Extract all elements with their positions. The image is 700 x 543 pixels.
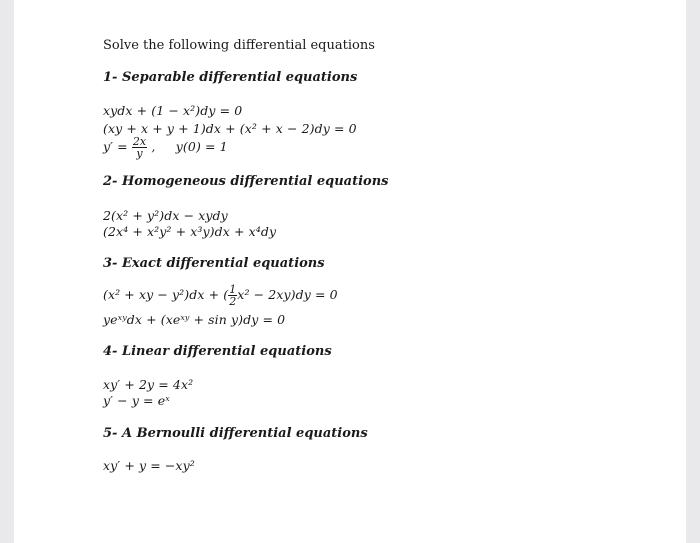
section-heading-bernoulli: 5- A Bernoulli differential equations xyxy=(103,426,368,441)
equation-linear-1: xy′ + 2y = 4x² xyxy=(103,377,194,392)
equation-separable-ivp xyxy=(103,136,228,159)
equation-exact-2: yeˣʸdx + (xeˣʸ + sin y)dy = 0 xyxy=(103,312,286,327)
section-heading-homogeneous: 2- Homogeneous differential equations xyxy=(103,174,389,189)
exact-eq-part-before: (x² + xy − y²)dx + ( xyxy=(103,287,229,302)
equation-homogeneous-2: (2x⁴ + x²y² + x³y)dx + x⁴dy xyxy=(103,224,277,239)
document-page xyxy=(14,0,686,543)
intro-text: Solve the following differential equations xyxy=(103,38,375,53)
equation-linear-2: y′ − y = eˣ xyxy=(103,393,170,408)
equation-separable-1: xydx + (1 − x²)dy = 0 xyxy=(103,103,243,118)
section-heading-exact: 3- Exact differential equations xyxy=(103,256,325,271)
section-heading-separable: 1- Separable differential equations xyxy=(103,70,358,85)
exact-fraction-numerator: 1 xyxy=(229,283,237,296)
exact-fraction xyxy=(228,284,237,307)
ivp-fraction-numerator: 2x xyxy=(132,135,147,148)
ivp-lhs: y′ = xyxy=(103,139,128,154)
section-heading-linear: 4- Linear differential equations xyxy=(103,344,332,359)
exact-eq-part-after: x² − 2xy)dy = 0 xyxy=(237,287,338,302)
equation-homogeneous-1: 2(x² + y²)dx − xydy xyxy=(103,208,228,223)
ivp-fraction xyxy=(132,136,147,159)
ivp-condition: , y(0) = 1 xyxy=(151,139,228,154)
ivp-fraction-denominator: y xyxy=(136,147,143,160)
equation-separable-2: (xy + x + y + 1)dx + (x² + x − 2)dy = 0 xyxy=(103,121,357,136)
exact-fraction-denominator: 2 xyxy=(229,295,237,308)
equation-exact-1 xyxy=(103,284,338,307)
equation-bernoulli-1: xy′ + y = −xy² xyxy=(103,458,195,473)
